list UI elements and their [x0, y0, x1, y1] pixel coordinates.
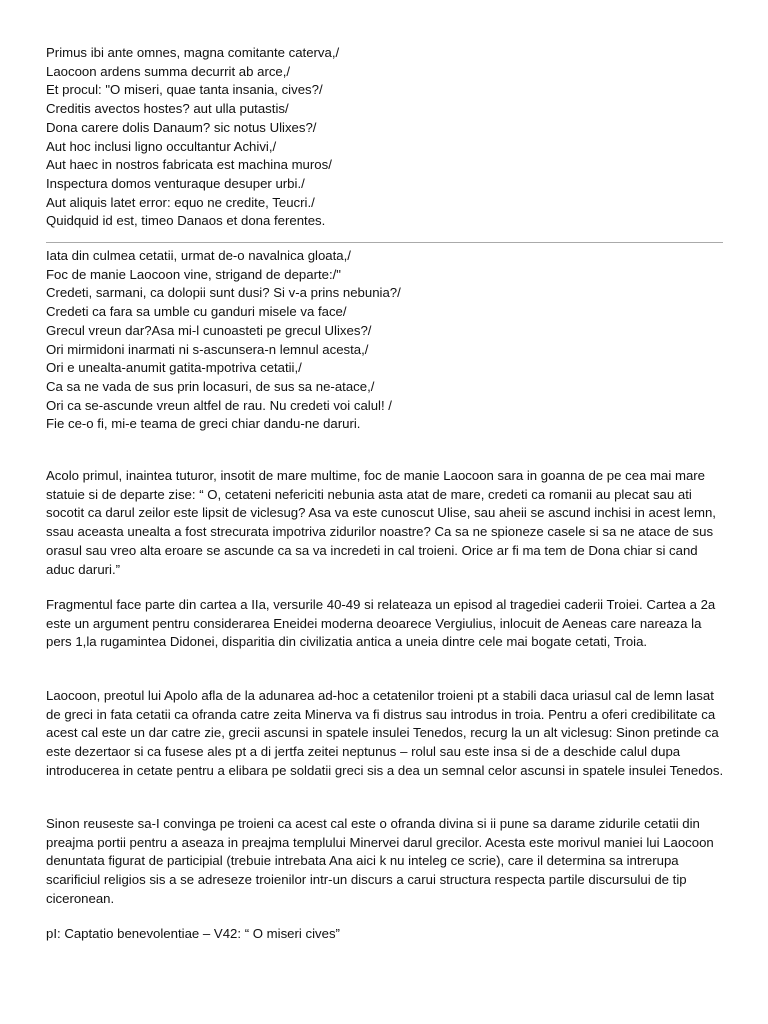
romanian-verse-line: Credeti, sarmani, ca dolopii sunt dusi? Si v-a prins nebunia?/	[46, 285, 401, 301]
laocoon-paragraph: Laocoon, preotul lui Apolo afla de la adunarea ad-hoc a cetatenilor troieni pt a stabili daca uriasul cal de lemn lasat de greci in fata cetatii ca ofranda catre zeita Minerva va fi distrus sau introdus in troia. Pentru a oferi credibilitate ca acest cal este un dar catre zie, grecii ascunsi in spatele insulei Tenedos, recurg la un alt viclesug: Sinon pretinde ca este dezertaor si ca fusese ales pt a di jertfa zeitei neptunus – rolul sau este insa si de a deschide calul dupa introducerea in cetate pentru a elibara pe soldatii greci sis a dea un semnal celor ascunsi in spatele insulei Tenedos.	[46, 688, 724, 778]
romanian-verse-line: Fie ce-o fi, mi-e teama de greci chiar dandu-ne daruri.	[46, 416, 361, 432]
context-paragraph: Fragmentul face parte din cartea a IIa, versurile 40-49 si relateaza un episod al tragediei caderii Troiei. Cartea a 2a este un argument pentru considerarea Eneidei moderna deoarece Vergiulius, inlocuit de Aeneas care nareaza la pers 1,la rugamintea Didonei, disparitia din civilizatia antica a uneia dintre cele mai bogate cetati, Troia.	[46, 597, 716, 650]
romanian-verse-line: Grecul vreun dar?Asa mi-l cunoasteti pe grecul Ulixes?/	[46, 322, 372, 338]
romanian-verse-block	[46, 247, 726, 434]
romanian-verse-line: Ori ca se-ascunde vreun altfel de rau. Nu credeti voi calul! /	[46, 397, 392, 413]
romanian-verse-line: Ori e unealta-anumit gatita-mpotriva cetatii,/	[46, 360, 302, 376]
romanian-verse-line: Ori mirmidoni inarmati ni s-ascunsera-n lemnul acesta,/	[46, 341, 369, 357]
horizontal-divider	[46, 242, 723, 243]
latin-verse-line: Inspectura domos venturaque desuper urbi./	[46, 175, 305, 191]
latin-verse-line: Creditis avectos hostes? aut ulla putastis/	[46, 101, 289, 117]
latin-verse-block	[46, 44, 726, 231]
latin-verse-line: Et procul: "O miseri, quae tanta insania, cives?/	[46, 82, 323, 98]
romanian-verse-line: Iata din culmea cetatii, urmat de-o navalnica gloata,/	[46, 248, 351, 263]
romanian-verse-line: Credeti ca fara sa umble cu ganduri misele va face/	[46, 304, 347, 320]
latin-verse-line: Primus ibi ante omnes, magna comitante caterva,/	[46, 45, 340, 60]
latin-verse-line: Laocoon ardens summa decurrit ab arce,/	[46, 63, 291, 79]
captatio-line: pI: Captatio benevolentiae – V42: “ O miseri cives”	[46, 926, 340, 941]
sinon-paragraph: Sinon reuseste sa-I convinga pe troieni ca acest cal este o ofranda divina si ii pune sa darame zidurile cetatii din preajma portii pentru a aseaza in preajma templului Minervei darul grecilor. Acesta este morivul maniei lui Laocoon denuntata figurat de participial (trebuie intrebata Ana aici k nu inteleg ce scrie), care il determina sa intrerupa scarificiul religios sis a se adreseze troienilor intr-un discurs a carui structura respecta partile discursului de tip ciceronean.	[46, 816, 714, 906]
romanian-verse-line: Foc de manie Laocoon vine, strigand de departe:/"	[46, 266, 341, 282]
latin-verse-line: Dona carere dolis Danaum? sic notus Ulixes?/	[46, 119, 317, 135]
latin-verse-line: Aut aliquis latet error: equo ne credite, Teucri./	[46, 194, 315, 210]
latin-verse-line: Aut haec in nostros fabricata est machina muros/	[46, 157, 332, 173]
latin-verse-line: Aut hoc inclusi ligno occultantur Achivi,/	[46, 138, 277, 154]
translation-paragraph: Acolo primul, inaintea tuturor, insotit de mare multime, foc de manie Laocoon sara in goanna de pe cea mai mare statuie si de departe zise: “ O, cetateni nefericiti nebunia asta atat de mare, credeti ca romanii au plecat sau ati socotit ca darul zeilor este lipsit de viclesug? Asa va este cunoscut Ulise, sau aheii se ascund inchisi in acest lemn, ssau aceasta unealta a fost strecurata impotriva zidurilor noastre? Ca sa ne spioneze casele si sa ne atace de sus orasul sau vreo alta eroare se ascunde ca sa va incredeti in cal troieni. Orice ar fi ma tem de Dona chiar si cand aduc daruri.”	[46, 468, 716, 577]
latin-verse-line: Quidquid id est, timeo Danaos et dona ferentes.	[46, 213, 326, 229]
romanian-verse-line: Ca sa ne vada de sus prin locasuri, de sus sa ne-atace,/	[46, 378, 375, 394]
